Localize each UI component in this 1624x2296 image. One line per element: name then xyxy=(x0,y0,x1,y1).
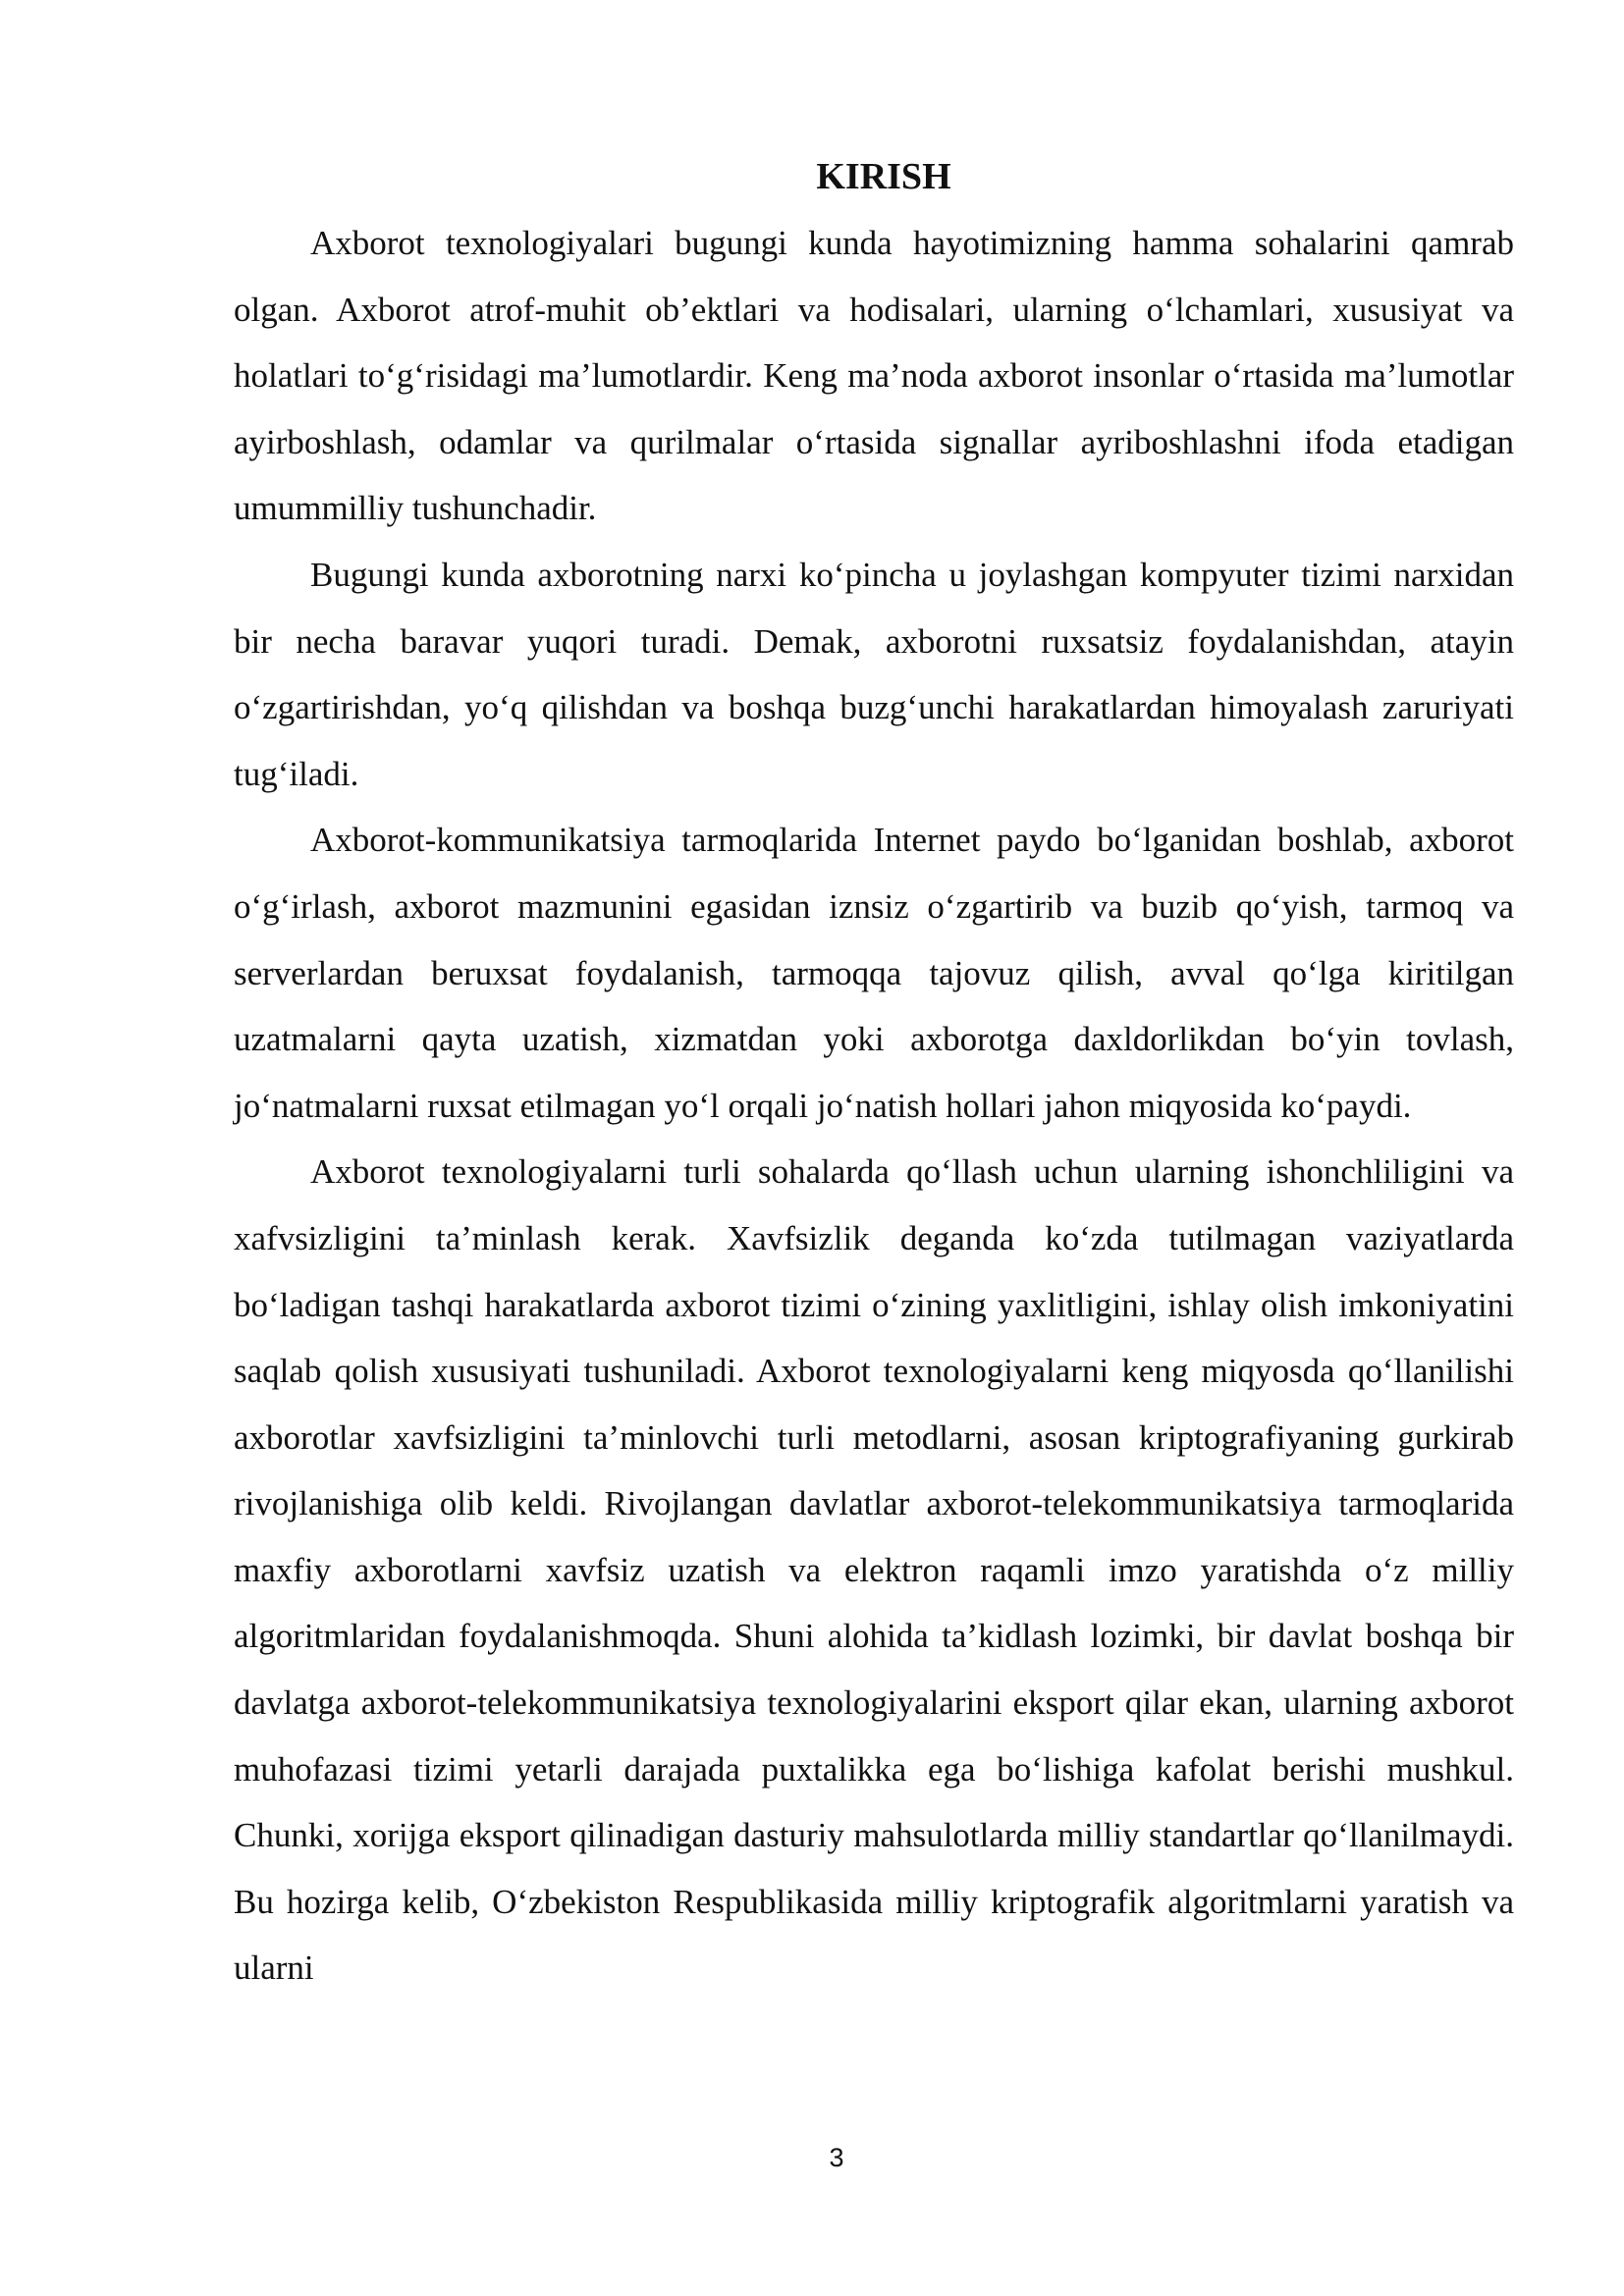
page-content xyxy=(234,147,1514,2002)
paragraph-4: Axborot texnologiyalarni turli sohalarda qo‘llash uchun ularning ishonchliligini va xafvsizligini ta’minlash kerak. Xavfsizlik deganda ko‘zda tutilmagan vaziyatlarda bo‘ladigan tashqi harakatlarda axborot tizimi o‘zining yaxlitligini, ishlay olish imkoniyatini saqlab qolish xususiyati tushuniladi. Axborot texnologiyalarni keng miqyosda qo‘llanilishi axborotlar xavfsizligini ta’minlovchi turli metodlarni, asosan kriptografiyaning gurkirab rivojlanishiga olib keldi. Rivojlangan davlatlar axborot-telekommunikatsiya tarmoqlarida maxfiy axborotlarni xavfsiz uzatish va elektron raqamli imzo yaratishda o‘z milliy algoritmlaridan foydalanishmoqda. Shuni alohida ta’kidlash lozimki, bir davlat boshqa bir davlatga axborot-telekommunikatsiya texnologiyalarini eksport qilar ekan, ularning axborot muhofazasi tizimi yetarli darajada puxtalikka ega bo‘lishiga kafolat berishi mushkul. Chunki, xorijga eksport qilinadigan dasturiy mahsulotlarda milliy standartlar qo‘llanilmaydi. Bu hozirga kelib, O‘zbekiston Respublikasida milliy kriptografik algoritmlarni yaratish va ularni xyxy=(234,1152,1514,1988)
section-heading: KIRISH xyxy=(816,156,951,197)
paragraph-3: Axborot-kommunikatsiya tarmoqlarida Internet paydo bo‘lganidan boshlab, axborot o‘g‘irlash, axborot mazmunini egasidan iznsiz o‘zgartirib va buzib qo‘yish, tarmoq va serverlardan beruxsat foydalanish, tarmoqqa tajovuz qilish, avval qo‘lga kiritilgan uzatmalarni qayta uzatish, xizmatdan yoki axborotga daxldorlikdan bo‘yin tovlash, jo‘natmalarni ruxsat etilmagan yo‘l orqali jo‘natish hollari jahon miqyosida ko‘paydi. xyxy=(234,821,1514,1125)
paragraph-2: Bugungi kunda axborotning narxi ko‘pincha u joylashgan kompyuter tizimi narxidan bir necha baravar yuqori turadi. Demak, axborotni ruxsatsiz foydalanishdan, atayin o‘zgartirishdan, yo‘q qilishdan va boshqa buzg‘unchi harakatlardan himoyalash zaruriyati tug‘iladi. xyxy=(234,555,1514,793)
paragraph-1: Axborot texnologiyalari bugungi kunda hayotimizning hamma sohalarini qamrab olgan. Axborot atrof-muhit ob’ektlari va hodisalari, ularning o‘lchamlari, xususiyat va holatlari to‘g‘risidagi ma’lumotlardir. Keng ma’noda axborot insonlar o‘rtasida ma’lumotlar ayirboshlash, odamlar va qurilmalar o‘rtasida signallar ayriboshlashni ifoda etadigan umummilliy tushunchadir. xyxy=(234,224,1514,528)
page-number: 3 xyxy=(829,2143,844,2172)
